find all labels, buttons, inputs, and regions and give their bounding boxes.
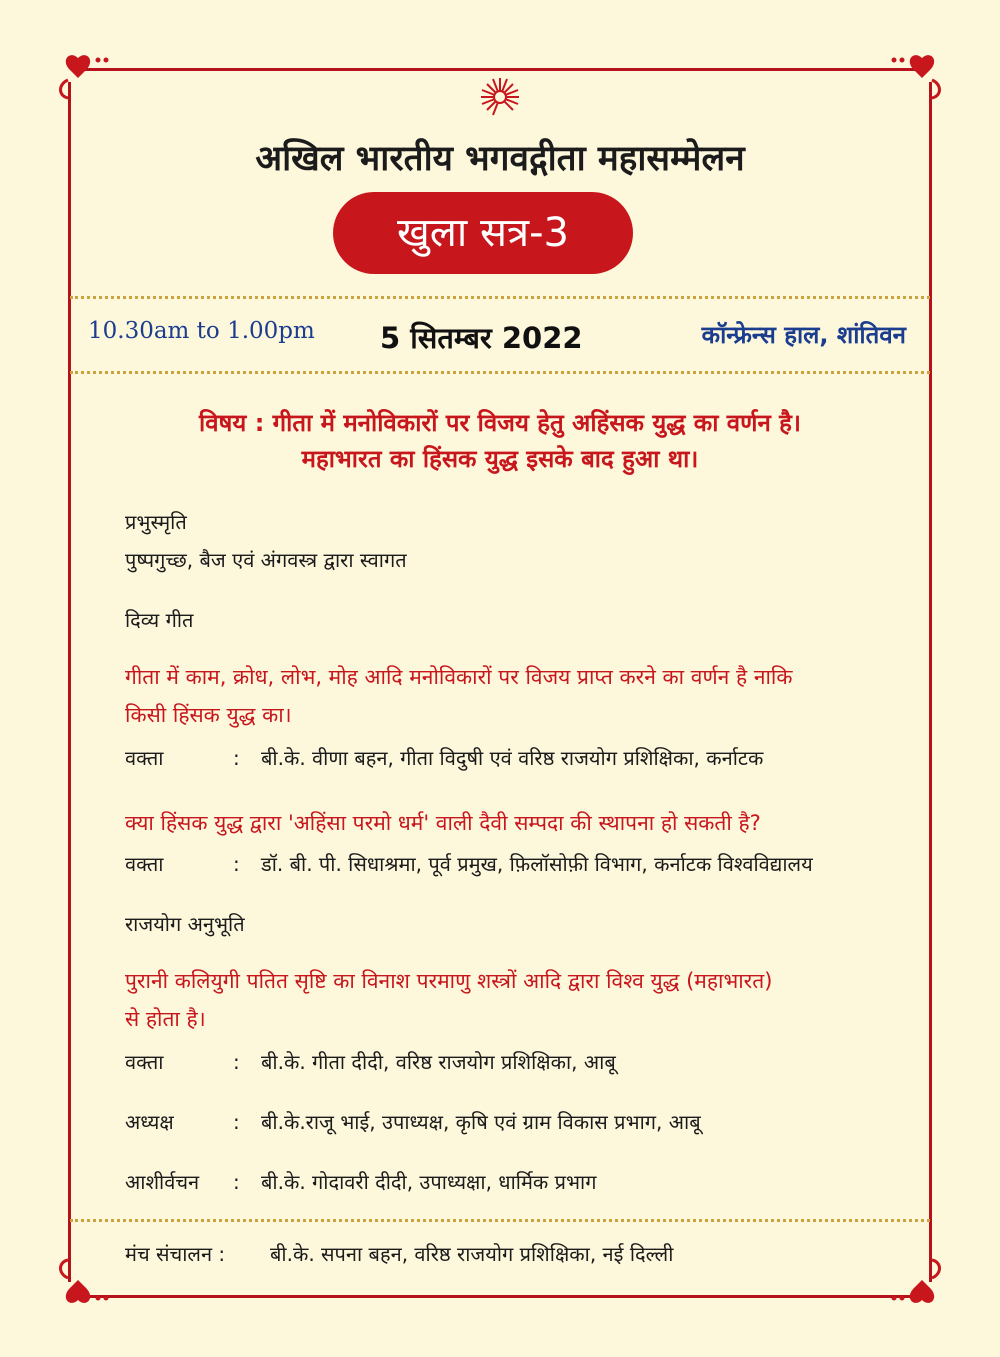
program-item: प्रभुस्मृति bbox=[125, 510, 187, 534]
topic-3 bbox=[125, 962, 905, 1038]
event-venue: कॉन्फ्रेन्स हाल, शांतिवन bbox=[701, 321, 906, 349]
conference-title: अखिल भारतीय भगवद्गीता महासम्मेलन bbox=[255, 139, 745, 179]
divider bbox=[70, 296, 930, 299]
speaker-row bbox=[125, 850, 813, 877]
separator: : bbox=[233, 1050, 240, 1074]
speaker-label: वक्ता bbox=[125, 852, 164, 876]
speaker-row bbox=[125, 744, 763, 771]
speaker-label: वक्ता bbox=[125, 746, 164, 770]
event-date: 5 सितम्बर 2022 bbox=[380, 321, 583, 355]
subject-line: महाभारत का हिंसक युद्ध इसके बाद हुआ था। bbox=[301, 445, 699, 473]
topic-2: क्या हिंसक युद्ध द्वारा 'अहिंसा परमो धर्म' वाली दैवी सम्पदा की स्थापना हो सकती है? bbox=[125, 811, 761, 835]
topic-1 bbox=[125, 658, 905, 734]
session-badge: खुला सत्र-3 bbox=[333, 192, 633, 274]
speaker-row bbox=[125, 1048, 616, 1075]
speaker-label: वक्ता bbox=[125, 1050, 164, 1074]
person-name: बी.के.राजू भाई, उपाध्यक्ष, कृषि एवं ग्राम विकास प्रभाग, आबू bbox=[261, 1110, 701, 1134]
president-row bbox=[125, 1108, 701, 1135]
corner-ornament-icon bbox=[50, 40, 120, 110]
divider bbox=[70, 1219, 930, 1222]
blessing-row bbox=[125, 1168, 597, 1195]
border-top bbox=[80, 68, 920, 71]
border-right bbox=[929, 82, 932, 1282]
border-bottom bbox=[80, 1295, 920, 1298]
separator: : bbox=[233, 746, 240, 770]
corner-ornament-icon bbox=[880, 1248, 950, 1318]
border-left bbox=[68, 82, 71, 1282]
anchor-name: बी.के. सपना बहन, वरिष्ठ राजयोग प्रशिक्षिका, नई दिल्ली bbox=[270, 1242, 674, 1266]
person-name: बी.के. गोदावरी दीदी, उपाध्यक्षा, धार्मिक प्रभाग bbox=[261, 1170, 597, 1194]
event-time: 10.30am to 1.00pm bbox=[88, 318, 315, 344]
subject-line: विषय : गीता में मनोविकारों पर विजय हेतु अहिंसक युद्ध का वर्णन है। bbox=[198, 409, 802, 437]
speaker-name: बी.के. गीता दीदी, वरिष्ठ राजयोग प्रशिक्षिका, आबू bbox=[261, 1050, 616, 1074]
topic-line: किसी हिंसक युद्ध का। bbox=[125, 703, 292, 727]
speaker-name: बी.के. वीणा बहन, गीता विदुषी एवं वरिष्ठ राजयोग प्रशिक्षिका, कर्नाटक bbox=[261, 746, 764, 770]
program-item: राजयोग अनुभूति bbox=[125, 912, 245, 936]
role-label: अध्यक्ष bbox=[125, 1110, 174, 1134]
topic-line: पुरानी कलियुगी पतित सृष्टि का विनाश परमाणु शस्त्रों आदि द्वारा विश्व युद्ध (महाभारत) bbox=[125, 969, 773, 993]
separator: : bbox=[233, 852, 240, 876]
corner-ornament-icon bbox=[50, 1248, 120, 1318]
divider bbox=[70, 371, 930, 374]
anchor-label: मंच संचालन : bbox=[125, 1242, 226, 1266]
separator: : bbox=[233, 1170, 240, 1194]
corner-ornament-icon bbox=[880, 40, 950, 110]
program-item: पुष्पगुच्छ, बैज एवं अंगवस्त्र द्वारा स्वागत bbox=[125, 548, 407, 572]
sun-emblem-icon bbox=[478, 75, 522, 119]
separator: : bbox=[233, 1110, 240, 1134]
subject-heading bbox=[0, 405, 1000, 477]
anchor-row bbox=[125, 1240, 673, 1267]
role-label: आशीर्वचन bbox=[125, 1170, 200, 1194]
topic-line: से होता है। bbox=[125, 1007, 206, 1031]
speaker-name: डॉ. बी. पी. सिधाश्रमा, पूर्व प्रमुख, फ़िलॉसोफ़ी विभाग, कर्नाटक विश्वविद्यालय bbox=[261, 852, 813, 876]
topic-line: गीता में काम, क्रोध, लोभ, मोह आदि मनोविकारों पर विजय प्राप्त करने का वर्णन है नाकि bbox=[125, 665, 793, 689]
program-item: दिव्य गीत bbox=[125, 608, 194, 632]
